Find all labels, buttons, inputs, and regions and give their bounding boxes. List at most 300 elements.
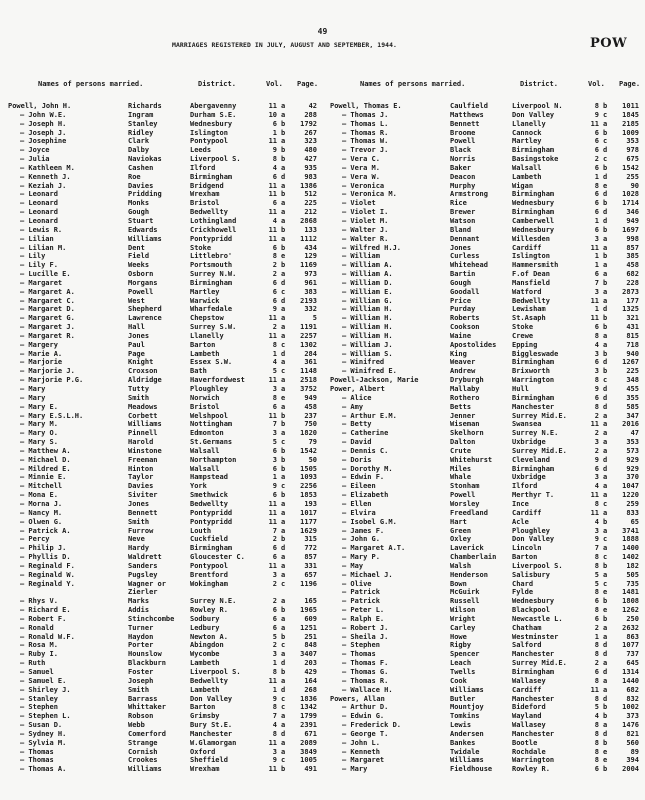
column-header <box>330 80 645 94</box>
entry-page: 355 <box>626 393 639 402</box>
entry-district: Wallasey <box>512 721 546 730</box>
entry-page: 1177 <box>300 517 317 526</box>
entry-page: 2632 <box>622 623 639 632</box>
entry-district: Lincoln <box>512 544 542 553</box>
entry-volume: 6 <box>594 614 599 623</box>
entry-spouse-surname: Dennant <box>450 234 480 243</box>
entry-volume: 6 <box>594 146 599 155</box>
entry-volume-letter: d <box>603 208 608 217</box>
register-entry <box>8 314 323 323</box>
entry-volume-letter: a <box>603 287 608 296</box>
entry-name: — Mary P. <box>342 553 380 562</box>
entry-page: 361 <box>304 358 317 367</box>
entry-spouse-alt-surname: Zierler <box>128 588 158 597</box>
entry-volume-letter: b <box>603 561 608 570</box>
entry-spouse-surname: Knight <box>128 358 154 367</box>
entry-volume-letter: e <box>281 393 286 402</box>
entry-name: — Trevor J. <box>342 146 389 155</box>
entry-district: Ilford <box>190 163 216 172</box>
entry-spouse-surname: Dalby <box>128 146 150 155</box>
entry-name: — Doris <box>342 455 372 464</box>
entry-district: Hampstead <box>190 473 228 482</box>
entry-district: Manchester <box>512 694 555 703</box>
entry-spouse-surname: Clark <box>128 137 150 146</box>
register-entry <box>330 500 645 509</box>
entry-volume: 11 <box>590 243 599 252</box>
entry-volume: 11 <box>590 420 599 429</box>
entry-district: Warwick <box>190 296 220 305</box>
entry-district: Louth <box>190 526 212 535</box>
register-entry <box>330 137 645 146</box>
entry-volume-letter: a <box>281 747 286 756</box>
entry-name: — Lily F. <box>20 261 58 270</box>
entry-name: — Mary O. <box>20 429 58 438</box>
entry-volume-letter: c <box>603 110 608 119</box>
entry-volume: 3 <box>272 455 277 464</box>
register-entry <box>330 703 645 712</box>
entry-volume: 6 <box>272 446 277 455</box>
entry-spouse-surname: Osborn <box>128 270 154 279</box>
register-entry <box>8 703 323 712</box>
entry-volume: 5 <box>594 570 599 579</box>
entry-volume: 8 <box>594 102 599 110</box>
entry-name: — Patrick A. <box>20 526 71 535</box>
entry-district: Gloucester C. <box>190 553 245 562</box>
register-entry <box>8 252 323 261</box>
register-entry <box>330 332 645 341</box>
entry-page: 1148 <box>300 367 317 376</box>
entry-page: 427 <box>304 155 317 164</box>
register-entry <box>8 456 323 465</box>
entry-district: Salisbury <box>512 570 550 579</box>
register-entry <box>8 217 323 226</box>
register-entry <box>330 606 645 615</box>
register-entry <box>8 615 323 624</box>
entry-volume-letter: a <box>603 270 608 279</box>
register-entry <box>8 358 323 367</box>
entry-volume: 6 <box>272 402 277 411</box>
entry-spouse-surname: Cookson <box>450 323 480 332</box>
entry-name: — Percy <box>20 535 50 544</box>
entry-district: St.Asaph <box>512 314 546 323</box>
entry-name: — John L. <box>342 738 380 747</box>
entry-volume-letter: b <box>603 252 608 261</box>
entry-spouse-surname: Williams <box>128 234 162 243</box>
register-entry <box>330 668 645 677</box>
entry-page: 1402 <box>622 553 639 562</box>
entry-volume-letter: d <box>603 464 608 473</box>
entry-district: Bury St.E. <box>190 721 233 730</box>
entry-volume-letter: a <box>603 473 608 482</box>
entry-spouse-surname: Green <box>450 526 472 535</box>
entry-spouse-surname: Aldridge <box>128 376 162 385</box>
entry-volume: 7 <box>272 420 277 429</box>
entry-page: 2016 <box>622 420 639 429</box>
register-entry <box>8 447 323 456</box>
entry-volume-letter: c <box>281 703 286 712</box>
entry-name: — Mary E.S.L.H. <box>20 411 84 420</box>
entry-name: — Lewis R. <box>20 225 63 234</box>
entry-page: 940 <box>626 349 639 358</box>
register-entry <box>330 473 645 482</box>
entry-name: — Thomas R. <box>342 128 389 137</box>
entry-page: 347 <box>626 411 639 420</box>
entry-spouse-surname: Freedland <box>450 508 488 517</box>
entry-name: — Nancy M. <box>20 508 63 517</box>
entry-volume: 6 <box>272 614 277 623</box>
register-entry <box>8 279 323 288</box>
entry-spouse-surname: Ingram <box>128 110 154 119</box>
entry-spouse-surname: Paul <box>128 340 145 349</box>
entry-district: Portsmouth <box>190 261 233 270</box>
entry-spouse-surname: Pridding <box>128 190 162 199</box>
entry-spouse-surname: Whitehead <box>450 261 488 270</box>
entry-name: — Margaret R. <box>20 331 75 340</box>
entry-volume: 6 <box>272 287 277 296</box>
entry-spouse-surname: Waine <box>450 331 472 340</box>
entry-district: Ploughley <box>190 385 228 393</box>
entry-page: 1697 <box>622 225 639 234</box>
entry-spouse-surname: Cornish <box>128 747 158 756</box>
entry-page: 1629 <box>300 526 317 535</box>
entry-volume: 8 <box>594 553 599 562</box>
entry-page: 288 <box>304 110 317 119</box>
entry-spouse-surname: Turner <box>128 623 154 632</box>
entry-volume-letter: b <box>281 446 286 455</box>
entry-volume-letter: b <box>281 190 286 199</box>
entry-name: — Thomas <box>342 650 376 659</box>
entry-volume: 6 <box>272 606 277 615</box>
entry-volume: 6 <box>594 137 599 146</box>
register-entry <box>8 367 323 376</box>
register-entry <box>8 235 323 244</box>
entry-page: 998 <box>626 234 639 243</box>
entry-volume-letter: a <box>281 110 286 119</box>
entry-name: — Leonard <box>20 190 58 199</box>
register-entry <box>330 695 645 704</box>
entry-spouse-surname: Bankes <box>450 738 476 747</box>
entry-spouse-surname: Deacon <box>450 172 476 181</box>
entry-district: Birmingham <box>512 393 555 402</box>
entry-volume: 2 <box>272 579 277 588</box>
entry-district: Birmingham <box>512 464 555 473</box>
entry-volume-letter: a <box>281 561 286 570</box>
register-entry <box>330 588 645 597</box>
register-entry <box>330 730 645 739</box>
register-entry <box>330 279 645 288</box>
entry-name: — Winifred <box>342 358 385 367</box>
entry-spouse-surname: Rice <box>450 199 467 208</box>
entry-district: Essex S.W. <box>190 358 233 367</box>
entry-name: — Thomas L. <box>342 119 389 128</box>
entry-district: Walsall <box>190 446 220 455</box>
entry-district: Brentford <box>190 570 228 579</box>
entry-volume-letter: a <box>281 721 286 730</box>
entry-spouse-surname: Croxson <box>128 367 158 376</box>
entry-volume: 1 <box>594 305 599 314</box>
register-entry <box>330 235 645 244</box>
entry-volume: 8 <box>272 340 277 349</box>
register-entry <box>8 102 323 111</box>
entry-volume: 11 <box>268 738 277 747</box>
register-entry <box>330 518 645 527</box>
entry-volume-letter: d <box>281 296 286 305</box>
entry-page: 609 <box>304 614 317 623</box>
entry-page: 675 <box>626 155 639 164</box>
entry-volume: 4 <box>594 712 599 721</box>
entry-page: 857 <box>304 553 317 562</box>
entry-spouse-surname: Davies <box>128 181 154 190</box>
entry-volume-letter: a <box>281 597 286 606</box>
entry-name: — Ellen <box>342 499 372 508</box>
entry-volume-letter: b <box>281 765 286 774</box>
entry-page: 491 <box>304 765 317 774</box>
entry-district: Fylde <box>512 588 534 597</box>
entry-district: Bootle <box>512 738 538 747</box>
entry-district: Crewe <box>512 331 534 340</box>
entry-district: St.Germans <box>190 438 233 447</box>
entry-name: — Michael J. <box>342 570 393 579</box>
entry-name: — Peter L. <box>342 606 385 615</box>
entry-volume-letter: a <box>603 429 608 438</box>
entry-volume: 11 <box>268 234 277 243</box>
entry-spouse-surname: Twells <box>450 668 476 676</box>
entry-name: — Samuel <box>20 668 54 676</box>
entry-name: — Amy <box>342 402 364 411</box>
register-entry <box>8 350 323 359</box>
entry-district: Wednesbury <box>190 119 233 128</box>
entry-name: — Thomas R. <box>342 676 389 685</box>
entry-volume-letter: d <box>603 385 608 393</box>
entry-page: 1028 <box>622 190 639 199</box>
entry-volume-letter: d <box>281 278 286 287</box>
register-entry <box>330 562 645 571</box>
entry-name: — Lilian M. <box>20 243 67 252</box>
entry-name: — Keziah J. <box>20 181 67 190</box>
register-entry <box>8 341 323 350</box>
register-entry <box>8 756 323 765</box>
entry-spouse-surname: Roe <box>128 172 141 181</box>
register-entry <box>330 659 645 668</box>
entry-spouse-surname: Betts <box>450 402 472 411</box>
entry-page: 2391 <box>300 721 317 730</box>
entry-volume-letter: a <box>603 544 608 553</box>
entry-district: Islington <box>512 252 550 261</box>
entry-volume-letter: a <box>281 358 286 367</box>
entry-volume: 2 <box>594 446 599 455</box>
entry-name: — Dorothy M. <box>342 464 393 473</box>
entry-spouse-surname: Bennett <box>450 119 480 128</box>
entry-volume-letter: a <box>603 685 608 694</box>
entry-name: — Philip J. <box>20 544 67 553</box>
entry-district: Ploughley <box>512 526 550 535</box>
entry-district: Warrington <box>512 756 555 765</box>
entry-page: 585 <box>626 402 639 411</box>
entry-volume: 8 <box>594 729 599 738</box>
register-entry <box>330 261 645 270</box>
entry-volume: 2 <box>272 535 277 544</box>
entry-district: Willesden <box>512 234 550 243</box>
entry-district: Wycombe <box>190 650 220 659</box>
entry-volume-letter: a <box>281 429 286 438</box>
page-title: MARRIAGES REGISTERED IN JULY, AUGUST AND SEPTEMBER, 1944. <box>172 41 398 49</box>
register-entry <box>330 244 645 253</box>
entry-volume-letter: a <box>281 570 286 579</box>
entry-volume: 3 <box>594 349 599 358</box>
register-entry <box>8 261 323 270</box>
entry-page: 1386 <box>300 181 317 190</box>
entry-name: — Violet I. <box>342 208 389 217</box>
entry-name: — Marjorie J. <box>20 367 75 376</box>
entry-volume-letter: d <box>281 659 286 668</box>
entry-page: 863 <box>626 632 639 641</box>
register-entry <box>330 146 645 155</box>
entry-spouse-surname: Gough <box>450 278 472 287</box>
entry-district: Birmingham <box>190 172 233 181</box>
entry-district: Northampton <box>190 455 237 464</box>
entry-volume: 3 <box>594 234 599 243</box>
entry-volume: 8 <box>594 747 599 756</box>
entry-district: Rochdale <box>512 747 546 756</box>
entry-volume: 6 <box>594 270 599 279</box>
entry-name: — Thomas <box>20 747 54 756</box>
entry-district: Liverpool S. <box>190 668 241 676</box>
register-entry <box>8 597 323 606</box>
register-entry <box>330 208 645 217</box>
entry-page: 1220 <box>622 491 639 500</box>
entry-volume: 8 <box>272 729 277 738</box>
entry-spouse-surname: Baker <box>450 163 472 172</box>
entry-district: Stoke <box>512 323 534 332</box>
entry-volume-letter: b <box>281 128 286 137</box>
entry-page: 1342 <box>300 703 317 712</box>
entry-volume-letter: a <box>281 517 286 526</box>
entry-spouse-surname: Wilson <box>450 606 476 615</box>
entry-spouse-surname: Rigby <box>450 641 472 650</box>
entry-spouse-surname: Williams <box>128 765 162 774</box>
entry-volume: 1 <box>594 172 599 181</box>
register-entry <box>8 173 323 182</box>
entry-page: 2873 <box>622 287 639 296</box>
entry-volume-letter: d <box>281 172 286 181</box>
entry-spouse-surname: Whale <box>450 473 472 482</box>
entry-volume-letter: d <box>603 729 608 738</box>
entry-spouse-surname: Henderson <box>450 570 488 579</box>
header-district: District. <box>520 80 558 88</box>
entry-page: 268 <box>304 685 317 694</box>
entry-name: — Susan D. <box>20 721 63 730</box>
entry-page: 79 <box>308 438 317 447</box>
register-entry <box>8 518 323 527</box>
entry-volume: 8 <box>594 676 599 685</box>
entry-volume: 3 <box>594 287 599 296</box>
entry-volume-letter: b <box>281 155 286 164</box>
entry-spouse-surname: Furrow <box>128 526 154 535</box>
entry-district: Wharfedale <box>190 305 233 314</box>
entry-spouse-surname: Goodall <box>450 287 480 296</box>
entry-spouse-surname: Pinnell <box>128 429 158 438</box>
entry-page: 1714 <box>622 199 639 208</box>
entry-volume-letter: c <box>603 499 608 508</box>
entry-name: — Robert F. <box>20 614 67 623</box>
entry-volume: 8 <box>272 703 277 712</box>
register-entry <box>8 332 323 341</box>
entry-spouse-surname: Cook <box>450 676 467 685</box>
entry-name: Power, Albert <box>330 385 385 393</box>
entry-volume-letter: c <box>281 579 286 588</box>
entry-name: — William A. <box>342 270 393 279</box>
entry-district: Pontypridd <box>190 517 233 526</box>
register-entry <box>8 686 323 695</box>
entry-volume-letter: a <box>281 508 286 517</box>
register-entry <box>8 650 323 659</box>
entry-volume: 6 <box>594 464 599 473</box>
entry-volume-letter: a <box>603 420 608 429</box>
entry-name: — Stephen L. <box>20 712 71 721</box>
entry-name: — William H. <box>342 305 393 314</box>
entry-name: — Reginald Y. <box>20 579 75 588</box>
entry-page: 1325 <box>622 305 639 314</box>
entry-volume-letter: b <box>603 738 608 747</box>
register-entry <box>8 491 323 500</box>
entry-page: 737 <box>626 650 639 659</box>
register-entry <box>8 721 323 730</box>
entry-volume: 3 <box>594 367 599 376</box>
register-entry <box>330 438 645 447</box>
entry-page: 237 <box>304 411 317 420</box>
entry-volume-letter: d <box>603 146 608 155</box>
entry-page: 949 <box>626 216 639 225</box>
entry-volume-letter: d <box>603 393 608 402</box>
entry-page: 458 <box>626 261 639 270</box>
entry-volume-letter: a <box>281 181 286 190</box>
entry-volume-letter: d <box>603 216 608 225</box>
entry-page: 1792 <box>300 119 317 128</box>
entry-volume-letter: d <box>603 668 608 676</box>
entry-district: Leeds <box>190 146 212 155</box>
entry-district: Manchester <box>190 729 233 738</box>
entry-district: Bedwellty <box>512 296 550 305</box>
entry-page: 133 <box>304 225 317 234</box>
entry-page: 165 <box>304 597 317 606</box>
entry-district: Bristol <box>190 199 220 208</box>
entry-page: 42 <box>308 102 317 110</box>
entry-spouse-surname: Williams <box>450 756 484 765</box>
register-entry <box>330 615 645 624</box>
entry-district: Rowley R. <box>512 765 550 774</box>
register-entry <box>330 544 645 553</box>
entry-district: Cannock <box>512 128 542 137</box>
entry-page: 353 <box>626 137 639 146</box>
entry-district: Watford <box>512 287 542 296</box>
entry-district: Wednesbury <box>512 597 555 606</box>
entry-name: — Samuel E. <box>20 676 67 685</box>
entry-district: Nottingham <box>190 420 233 429</box>
entry-district: Biggleswade <box>512 349 559 358</box>
entry-volume-letter: a <box>603 296 608 305</box>
entry-volume-letter: a <box>281 526 286 535</box>
entry-volume-letter: d <box>603 650 608 659</box>
entry-page: 718 <box>626 340 639 349</box>
entry-spouse-surname: Strange <box>128 738 158 747</box>
entry-page: 3741 <box>622 526 639 535</box>
entry-volume-letter: d <box>603 402 608 411</box>
entry-volume-letter: d <box>281 685 286 694</box>
entry-volume-letter: a <box>603 340 608 349</box>
entry-name: — Stanley <box>20 694 58 703</box>
entry-spouse-surname: Taylor <box>128 473 154 482</box>
entry-volume-letter: a <box>603 119 608 128</box>
